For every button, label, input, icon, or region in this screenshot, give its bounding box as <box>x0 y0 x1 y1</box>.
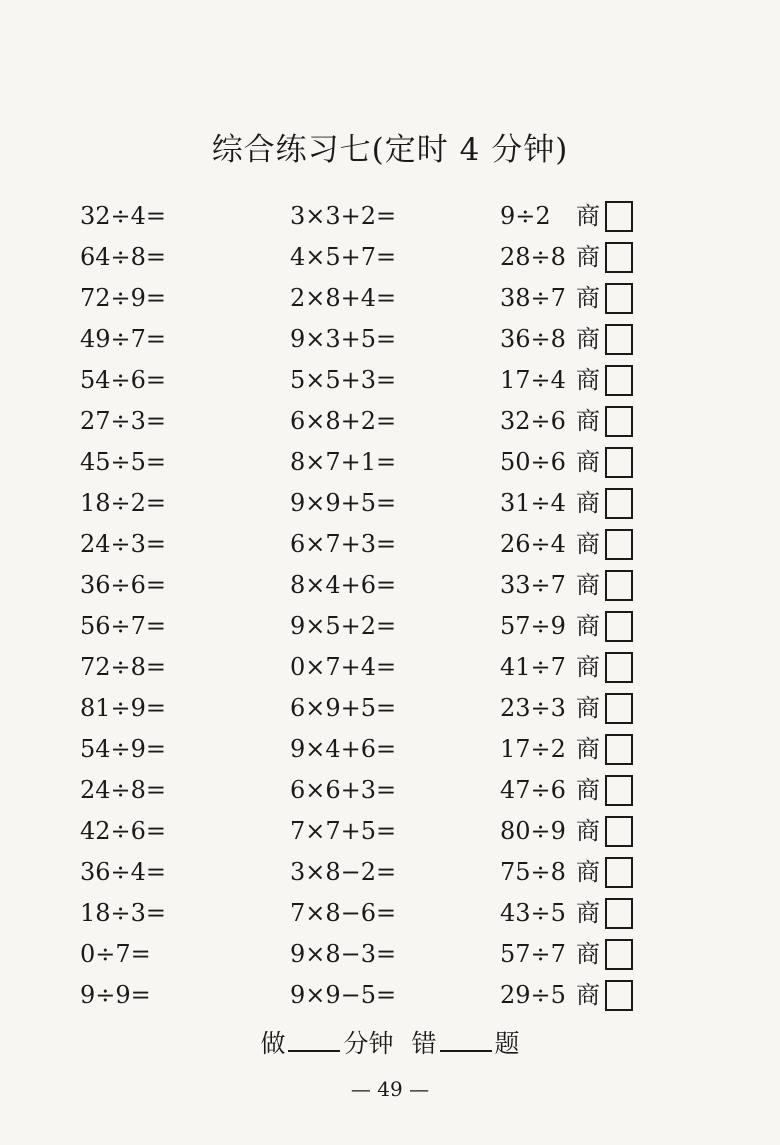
division-problem: 18÷2= <box>80 489 167 517</box>
answer-box[interactable] <box>605 570 633 601</box>
division-problem: 18÷3= <box>80 899 167 927</box>
quotient-label: 商 <box>576 612 600 640</box>
problem-row <box>0 237 780 278</box>
mixed-operation-problem: 2×8+4= <box>290 284 397 312</box>
mixed-operation-problem: 9×9−5= <box>290 981 397 1009</box>
answer-box[interactable] <box>605 857 633 888</box>
division-problem: 0÷7= <box>80 940 151 968</box>
quotient-problem: 33÷7 <box>500 571 566 599</box>
answer-box[interactable] <box>605 406 633 437</box>
mixed-operation-problem: 9×9+5= <box>290 489 397 517</box>
answer-box[interactable] <box>605 529 633 560</box>
quotient-label: 商 <box>576 243 600 271</box>
result-line <box>0 1022 780 1064</box>
quotient-problem: 17÷2 <box>500 735 566 763</box>
division-problem: 64÷8= <box>80 243 167 271</box>
result-label-minutes: 分钟 <box>343 1029 394 1058</box>
division-problem: 54÷9= <box>80 735 167 763</box>
problem-row <box>0 688 780 729</box>
answer-box[interactable] <box>605 611 633 642</box>
answer-box[interactable] <box>605 693 633 724</box>
quotient-label: 商 <box>576 776 600 804</box>
problem-row <box>0 565 780 606</box>
problem-row <box>0 483 780 524</box>
answer-box[interactable] <box>605 324 633 355</box>
quotient-problem: 29÷5 <box>500 981 566 1009</box>
quotient-problem: 28÷8 <box>500 243 566 271</box>
answer-box[interactable] <box>605 980 633 1011</box>
answer-box[interactable] <box>605 283 633 314</box>
mixed-operation-problem: 6×9+5= <box>290 694 397 722</box>
quotient-label: 商 <box>576 202 600 230</box>
division-problem: 81÷9= <box>80 694 167 722</box>
answer-box[interactable] <box>605 816 633 847</box>
division-problem: 49÷7= <box>80 325 167 353</box>
quotient-label: 商 <box>576 407 600 435</box>
problem-row <box>0 319 780 360</box>
quotient-label: 商 <box>576 981 600 1009</box>
mixed-operation-problem: 6×7+3= <box>290 530 397 558</box>
quotient-label: 商 <box>576 284 600 312</box>
minutes-blank[interactable] <box>288 1022 340 1052</box>
quotient-problem: 9÷2 <box>500 202 551 230</box>
page-number: — 49 — <box>350 1077 430 1101</box>
answer-box[interactable] <box>605 898 633 929</box>
answer-box[interactable] <box>605 365 633 396</box>
problem-row <box>0 770 780 811</box>
problem-row <box>0 606 780 647</box>
mixed-operation-problem: 6×8+2= <box>290 407 397 435</box>
quotient-problem: 31÷4 <box>500 489 566 517</box>
mixed-operation-problem: 8×7+1= <box>290 448 397 476</box>
division-problem: 9÷9= <box>80 981 151 1009</box>
problem-row <box>0 401 780 442</box>
problem-row <box>0 647 780 688</box>
quotient-problem: 75÷8 <box>500 858 566 886</box>
quotient-problem: 38÷7 <box>500 284 566 312</box>
quotient-problem: 43÷5 <box>500 899 566 927</box>
mixed-operation-problem: 9×4+6= <box>290 735 397 763</box>
quotient-problem: 41÷7 <box>500 653 566 681</box>
division-problem: 45÷5= <box>80 448 167 476</box>
answer-box[interactable] <box>605 939 633 970</box>
page-title: 综合练习七(定时 4 分钟) <box>211 132 569 168</box>
quotient-label: 商 <box>576 489 600 517</box>
problem-row <box>0 524 780 565</box>
answer-box[interactable] <box>605 201 633 232</box>
quotient-problem: 57÷9 <box>500 612 566 640</box>
quotient-problem: 32÷6 <box>500 407 566 435</box>
mixed-operation-problem: 9×8−3= <box>290 940 397 968</box>
answer-box[interactable] <box>605 447 633 478</box>
quotient-label: 商 <box>576 571 600 599</box>
quotient-problem: 23÷3 <box>500 694 566 722</box>
mixed-operation-problem: 7×7+5= <box>290 817 397 845</box>
problem-row <box>0 934 780 975</box>
problem-row <box>0 893 780 934</box>
problem-row <box>0 442 780 483</box>
quotient-label: 商 <box>576 530 600 558</box>
quotient-label: 商 <box>576 899 600 927</box>
quotient-label: 商 <box>576 694 600 722</box>
problem-row <box>0 852 780 893</box>
division-problem: 27÷3= <box>80 407 167 435</box>
quotient-label: 商 <box>576 653 600 681</box>
quotient-label: 商 <box>576 940 600 968</box>
mixed-operation-problem: 3×3+2= <box>290 202 397 230</box>
quotient-problem: 36÷8 <box>500 325 566 353</box>
answer-box[interactable] <box>605 242 633 273</box>
mixed-operation-problem: 8×4+6= <box>290 571 397 599</box>
division-problem: 24÷8= <box>80 776 167 804</box>
mixed-operation-problem: 7×8−6= <box>290 899 397 927</box>
quotient-label: 商 <box>576 817 600 845</box>
mixed-operation-problem: 6×6+3= <box>290 776 397 804</box>
mixed-operation-problem: 4×5+7= <box>290 243 397 271</box>
quotient-problem: 50÷6 <box>500 448 566 476</box>
division-problem: 36÷4= <box>80 858 167 886</box>
problem-row <box>0 811 780 852</box>
problem-row <box>0 278 780 319</box>
answer-box[interactable] <box>605 734 633 765</box>
result-label-wrong: 错 <box>411 1029 437 1058</box>
quotient-problem: 17÷4 <box>500 366 566 394</box>
result-label-questions: 题 <box>494 1029 520 1058</box>
errors-blank[interactable] <box>440 1022 492 1052</box>
quotient-label: 商 <box>576 448 600 476</box>
answer-box[interactable] <box>605 775 633 806</box>
quotient-label: 商 <box>576 366 600 394</box>
division-problem: 54÷6= <box>80 366 167 394</box>
quotient-problem: 57÷7 <box>500 940 566 968</box>
quotient-label: 商 <box>576 858 600 886</box>
mixed-operation-problem: 3×8−2= <box>290 858 397 886</box>
problem-row <box>0 196 780 237</box>
quotient-label: 商 <box>576 735 600 763</box>
problem-row <box>0 975 780 1016</box>
problem-row <box>0 360 780 401</box>
result-label-do: 做 <box>260 1029 286 1058</box>
division-problem: 24÷3= <box>80 530 167 558</box>
quotient-problem: 47÷6 <box>500 776 566 804</box>
division-problem: 72÷9= <box>80 284 167 312</box>
mixed-operation-problem: 9×3+5= <box>290 325 397 353</box>
quotient-problem: 80÷9 <box>500 817 566 845</box>
mixed-operation-problem: 5×5+3= <box>290 366 397 394</box>
division-problem: 72÷8= <box>80 653 167 681</box>
answer-box[interactable] <box>605 652 633 683</box>
division-problem: 32÷4= <box>80 202 167 230</box>
quotient-label: 商 <box>576 325 600 353</box>
problem-grid <box>0 196 780 1016</box>
problem-row <box>0 729 780 770</box>
answer-box[interactable] <box>605 488 633 519</box>
quotient-problem: 26÷4 <box>500 530 566 558</box>
division-problem: 42÷6= <box>80 817 167 845</box>
division-problem: 56÷7= <box>80 612 167 640</box>
mixed-operation-problem: 0×7+4= <box>290 653 397 681</box>
division-problem: 36÷6= <box>80 571 167 599</box>
mixed-operation-problem: 9×5+2= <box>290 612 397 640</box>
